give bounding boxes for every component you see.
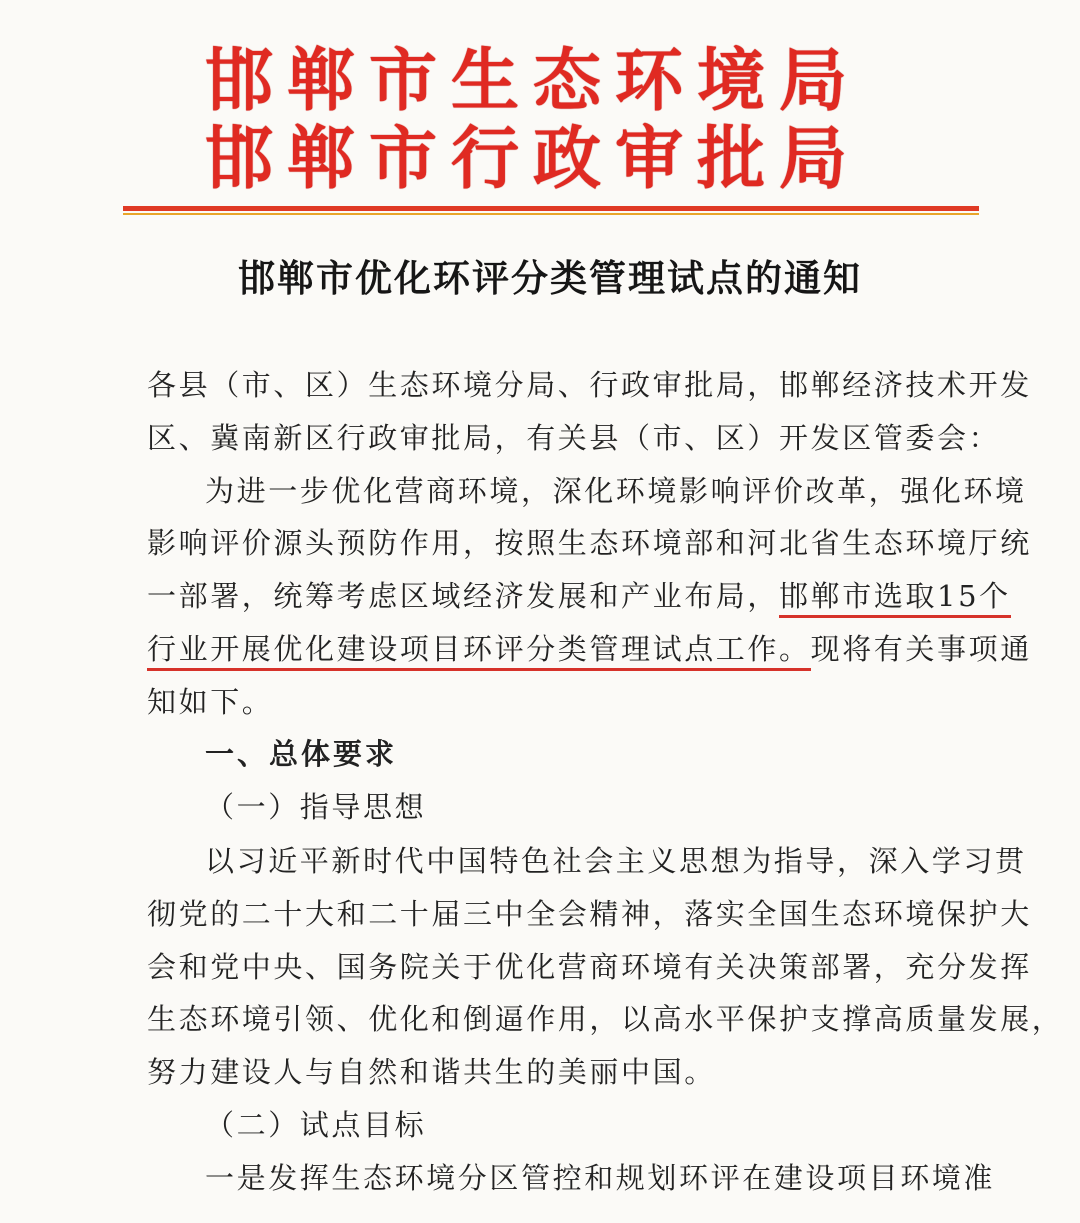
section-heading: 一、总体要求 (205, 737, 398, 771)
paragraph-line: 为进一步优化营商环境，深化环境影响评价改革，强化环境 (205, 474, 1027, 508)
paragraph-text: 一部署，统筹考虑区域经济发展和产业布局， (147, 579, 780, 613)
header-gold-rule (123, 213, 979, 215)
issuing-organization-2: 邯郸市行政审批局 (205, 119, 862, 199)
paragraph-line: 影响评价源头预防作用，按照生态环境部和河北省生态环境厅统 (147, 526, 1032, 560)
paragraph-text: 现将有关事项通 (810, 632, 1032, 666)
address-line: 各县（市、区）生态环境分局、行政审批局，邯郸经济技术开发 (147, 368, 1032, 402)
paragraph-line: 知如下。 (147, 685, 274, 719)
highlighted-text: 邯郸市选取15个 (779, 579, 1011, 618)
highlighted-text: 行业开展优化建设项目环评分类管理试点工作。 (147, 632, 811, 671)
paragraph-line (147, 576, 1011, 616)
issuing-organization-1: 邯郸市生态环境局 (205, 41, 862, 121)
subsection-heading: （二）试点目标 (205, 1108, 427, 1142)
paragraph-line: 彻党的二十大和二十届三中全会精神，落实全国生态环境保护大 (147, 897, 1032, 931)
paragraph-line: 会和党中央、国务院关于优化营商环境有关决策部署，充分发挥 (147, 950, 1032, 984)
header-red-rule (123, 206, 979, 211)
paragraph-line: 以习近平新时代中国特色社会主义思想为指导，深入学习贯 (205, 844, 1027, 878)
paragraph-line: 生态环境引领、优化和倒逼作用，以高水平保护支撑高质量发展， (147, 1002, 1064, 1036)
subsection-heading: （一）指导思想 (205, 790, 427, 824)
address-line: 区、冀南新区行政审批局，有关县（市、区）开发区管委会： (147, 421, 1001, 455)
paragraph-line: 努力建设人与自然和谐共生的美丽中国。 (147, 1055, 716, 1089)
document-title: 邯郸市优化环评分类管理试点的通知 (238, 257, 862, 300)
paragraph-line (147, 629, 1032, 669)
paragraph-line: 一是发挥生态环境分区管控和规划环评在建设项目环境准 (205, 1161, 996, 1195)
